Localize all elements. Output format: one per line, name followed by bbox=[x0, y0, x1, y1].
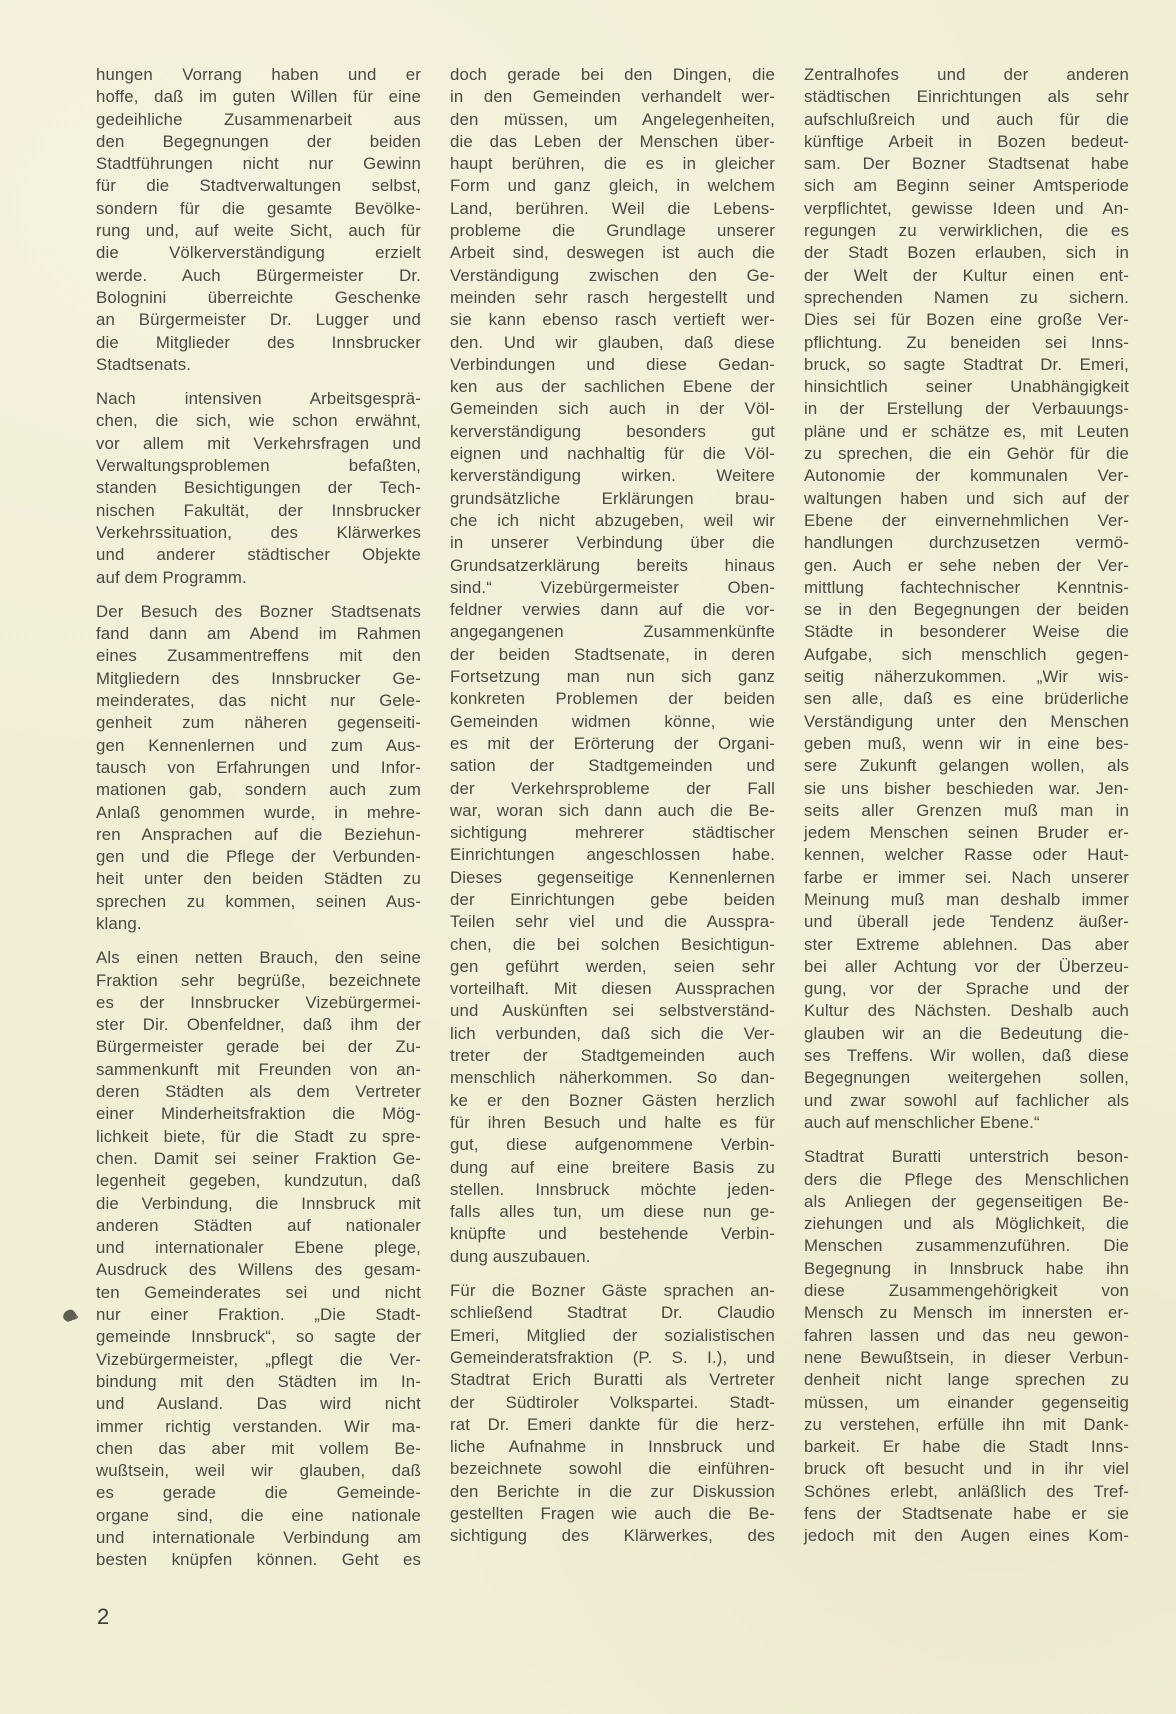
text-line: Fortsetzung man nun sich ganz bbox=[450, 667, 775, 687]
text-line: gestellten Fragen wie auch die Be- bbox=[450, 1504, 775, 1523]
text-line: Land, berühren. Weil die Lebens- bbox=[450, 198, 775, 218]
text-line: konkreten Problemen der beiden bbox=[450, 689, 775, 709]
text-line: als Anliegen der gegenseitigen Be- bbox=[804, 1191, 1129, 1211]
text-line: knüpfte und bestehende Verbin- bbox=[450, 1224, 775, 1244]
text-line: legenheit gegeben, kundzutun, daß bbox=[96, 1171, 421, 1191]
text-line: Teilen sehr viel und die Ausspra- bbox=[450, 912, 775, 932]
text-line: Verständigung zwischen den Ge- bbox=[450, 265, 775, 285]
text-line: Mitgliedern des Innsbrucker Ge- bbox=[96, 668, 421, 688]
text-line: ten Gemeinderates sei und nicht bbox=[96, 1282, 421, 1302]
text-line: gut, diese aufgenommene Verbin- bbox=[450, 1135, 775, 1155]
text-line: Der Besuch des Bozner Stadtsenats bbox=[96, 601, 421, 621]
text-line: künftige Arbeit in Bozen bedeut- bbox=[804, 131, 1129, 151]
text-line: nene Bewußtsein, in dieser Verbun- bbox=[804, 1347, 1129, 1367]
text-line: Dies sei für Bozen eine große Ver- bbox=[804, 310, 1129, 330]
text-line: sichtigung des Klärwerkes, des bbox=[450, 1526, 775, 1546]
text-line: Städte in besonderer Weise die bbox=[804, 622, 1129, 642]
text-line: Vizebürgermeister, „pflegt die Ver- bbox=[96, 1349, 421, 1369]
paragraph bbox=[804, 64, 1129, 1134]
text-line: es gerade die Gemeinde- bbox=[96, 1483, 421, 1503]
text-line: diese Zusammengehörigkeit von bbox=[804, 1281, 1129, 1301]
text-line: Mensch zu Mensch im innersten er- bbox=[804, 1303, 1129, 1323]
text-line: sprechenden Namen zu sichern. bbox=[804, 287, 1129, 307]
paragraph bbox=[96, 64, 421, 376]
text-line: falls alles tun, um diese nun ge- bbox=[450, 1202, 775, 1222]
text-line: chen, die bei solchen Besichtigun- bbox=[450, 934, 775, 954]
text-line: vor allem mit Verkehrsfragen und bbox=[96, 433, 421, 453]
ink-smudge bbox=[62, 1308, 78, 1322]
text-line: Begegnung in Innsbruck habe ihn bbox=[804, 1258, 1129, 1278]
text-line: und internationale Verbindung am bbox=[96, 1528, 421, 1547]
text-line: auch auf menschlicher Ebene.“ bbox=[804, 1112, 1040, 1132]
text-line: für ihren Besuch und halte es für bbox=[450, 1112, 775, 1132]
text-line: hoffe, daß im guten Willen für eine bbox=[96, 87, 421, 107]
text-line: Autonomie der kommunalen Ver- bbox=[804, 466, 1129, 486]
text-line: stellen. Innsbruck möchte jeden- bbox=[450, 1179, 775, 1199]
text-line: Schönes erlebt, anläßlich des Tref- bbox=[804, 1481, 1129, 1501]
text-line: chen, die sich, wie schon erwähnt, bbox=[96, 411, 421, 431]
text-line: nur einer Fraktion. „Die Stadt- bbox=[96, 1305, 421, 1325]
text-line: auf dem Programm. bbox=[96, 567, 247, 587]
text-line: liche Aufnahme in Innsbruck und bbox=[450, 1437, 775, 1457]
text-line: ke er den Bozner Gästen herzlich bbox=[450, 1090, 775, 1110]
text-line: und internationaler Ebene plege, bbox=[96, 1238, 421, 1258]
text-line: ren Ansprachen auf die Beziehun- bbox=[96, 824, 421, 844]
text-line: der Stadt Bozen erlauben, sich in bbox=[804, 243, 1129, 263]
text-line: bindung mit den Städten im In- bbox=[96, 1371, 421, 1391]
text-line: Form und ganz gleich, in welchem bbox=[450, 176, 775, 196]
text-line: der beiden Stadtsenate, in deren bbox=[450, 644, 775, 664]
paragraph bbox=[96, 388, 421, 589]
text-line: menschlich näherkommen. So dan- bbox=[450, 1068, 775, 1088]
text-line: seits aller Grenzen muß man in bbox=[804, 800, 1129, 820]
text-line: Stadtrat Buratti unterstrich beson- bbox=[804, 1147, 1129, 1167]
text-line: che ich nicht abzugeben, weil wir bbox=[450, 510, 775, 530]
text-line: Fraktion sehr begrüße, bezeichnete bbox=[96, 970, 421, 990]
text-line: Arbeit sind, deswegen ist auch die bbox=[450, 243, 775, 263]
text-line: fens der Stadtsenate habe er sie bbox=[804, 1504, 1129, 1523]
text-line: anderen Städten auf nationaler bbox=[96, 1215, 421, 1235]
text-line: se in den Begegnungen der beiden bbox=[804, 600, 1129, 620]
text-line: bruck oft besucht und in ihr viel bbox=[804, 1459, 1129, 1479]
text-line: pflichtung. Zu beneiden sei Inns- bbox=[804, 332, 1129, 352]
text-line: doch gerade bei den Dingen, die bbox=[450, 65, 775, 84]
text-line: kerverständigung besonders gut bbox=[450, 421, 775, 441]
text-line: jedoch mit den Augen eines Kom- bbox=[804, 1526, 1129, 1546]
text-line: organe sind, die eine nationale bbox=[96, 1505, 421, 1525]
text-line: gen geführt werden, seien sehr bbox=[450, 956, 775, 976]
text-line: hungen Vorrang haben und er bbox=[96, 65, 421, 84]
text-line: geben muß, wenn wir in eine bes- bbox=[804, 733, 1129, 753]
text-line: meinden sehr rasch hergestellt und bbox=[450, 287, 775, 307]
text-line: der Verkehrsprobleme der Fall bbox=[450, 778, 775, 798]
text-line: standen Besichtigungen der Tech- bbox=[96, 478, 421, 498]
text-line: Verbindungen und diese Gedan- bbox=[450, 354, 775, 374]
text-line: der Welt der Kultur einen ent- bbox=[804, 265, 1129, 285]
text-line: sam. Der Bozner Stadtsenat habe bbox=[804, 154, 1129, 174]
text-line: und zwar sowohl auf fachlicher als bbox=[804, 1090, 1129, 1110]
text-line: die Mitglieder des Innsbrucker bbox=[96, 332, 421, 352]
text-line: Verwaltungsproblemen befaßten, bbox=[96, 456, 421, 476]
text-line: gen. Auch er sehe neben der Ver- bbox=[804, 555, 1129, 575]
text-line: sondern für die gesamte Bevölke- bbox=[96, 198, 421, 218]
text-line: gen und die Pflege der Verbunden- bbox=[96, 847, 421, 867]
text-line: Anlaß genommen wurde, in mehre- bbox=[96, 802, 421, 822]
text-line: mittlung fachtechnischer Kenntnis- bbox=[804, 577, 1129, 597]
text-line: Stadtrat Erich Buratti als Vertreter bbox=[450, 1370, 775, 1390]
text-line: zu verstehen, erfülle ihn mit Dank- bbox=[804, 1414, 1129, 1434]
text-line: hinsichtlich seiner Unabhängigkeit bbox=[804, 377, 1129, 397]
text-line: denheit nicht lange sprechen zu bbox=[804, 1370, 1129, 1390]
text-line: Kultur des Nächsten. Deshalb auch bbox=[804, 1001, 1129, 1021]
paragraph bbox=[96, 601, 421, 935]
text-line: in unserer Verbindung über die bbox=[450, 533, 775, 553]
text-line: die das Leben der Menschen über- bbox=[450, 131, 775, 151]
text-line: Menschen zusammenzuführen. Die bbox=[804, 1236, 1129, 1256]
text-column-3 bbox=[804, 64, 1129, 1548]
text-line: wußtsein, weil wir glauben, daß bbox=[96, 1461, 421, 1481]
text-line: der Einrichtungen gebe beiden bbox=[450, 889, 775, 909]
text-line: und Auskünften sei selbstverständ- bbox=[450, 1001, 775, 1021]
text-line: Ebene der einvernehmlichen Ver- bbox=[804, 510, 1129, 530]
text-line: die Völkerverständigung erzielt bbox=[96, 243, 421, 263]
text-line: ken aus der sachlichen Ebene der bbox=[450, 377, 775, 397]
text-line: Bürgermeister gerade bei der Zu- bbox=[96, 1037, 421, 1057]
text-line: lichkeit biete, für die Stadt zu spre- bbox=[96, 1126, 421, 1146]
text-line: chen. Damit sei seiner Fraktion Ge- bbox=[96, 1148, 421, 1168]
text-line: Grundsatzerklärung bereits hinaus bbox=[450, 555, 775, 575]
text-line: pläne und er schätze es, mit Leuten bbox=[804, 421, 1129, 441]
text-line: Stadtsenats. bbox=[96, 354, 192, 374]
text-line: eines Zusammentreffens mit den bbox=[96, 646, 421, 666]
text-line: feldner verwies dann auf die vor- bbox=[450, 600, 775, 620]
text-line: heit unter den beiden Städten zu bbox=[96, 869, 421, 889]
article-text bbox=[96, 64, 1129, 1572]
text-line: Stadtführungen nicht nur Gewinn bbox=[96, 154, 421, 174]
text-column-1 bbox=[96, 64, 421, 1572]
text-line: werde. Auch Bürgermeister Dr. bbox=[96, 265, 421, 285]
text-line: barkeit. Er habe die Stadt Inns- bbox=[804, 1437, 1129, 1457]
text-line: rung und, auf weite Sicht, auch für bbox=[96, 221, 421, 241]
text-line: und Ausland. Das wird nicht bbox=[96, 1394, 421, 1414]
text-line: Begegnungen weitergehen sollen, bbox=[804, 1068, 1129, 1088]
text-line: sind.“ Vizebürgermeister Oben- bbox=[450, 577, 775, 597]
text-line: sie uns bisher beschieden war. Jen- bbox=[804, 778, 1129, 798]
text-line: dung auf eine breitere Basis zu bbox=[450, 1157, 775, 1177]
text-line: genheit zum näheren gegenseiti- bbox=[96, 713, 421, 733]
page-number: 2 bbox=[97, 1604, 110, 1629]
text-line: sie kann ebenso rasch vertieft wer- bbox=[450, 310, 775, 330]
text-line: angegangenen Zusammenkünfte bbox=[450, 622, 775, 642]
text-line: chen das aber mit vollem Be- bbox=[96, 1438, 421, 1458]
text-line: Ausdruck des Willens des gesam- bbox=[96, 1260, 421, 1280]
text-line: ster Extreme ablehnen. Das aber bbox=[804, 934, 1129, 954]
text-line: gemeinde Innsbruck“, so sagte der bbox=[96, 1327, 421, 1347]
paragraph bbox=[450, 1280, 775, 1548]
text-line: die Verbindung, die Innsbruck mit bbox=[96, 1193, 421, 1213]
text-line: und überall jede Tendenz äußer- bbox=[804, 912, 1129, 932]
text-line: Verkehrssituation, des Klärwerkes bbox=[96, 522, 421, 542]
text-line: handlungen durchzusetzen vermö- bbox=[804, 533, 1129, 553]
text-line: bezeichnete sowohl die einführen- bbox=[450, 1459, 775, 1479]
text-line: ziehungen und als Möglichkeit, die bbox=[804, 1214, 1129, 1234]
text-line: Als einen netten Brauch, den seine bbox=[96, 948, 421, 968]
text-line: Bolognini überreichte Geschenke bbox=[96, 287, 421, 307]
text-line: fahren lassen und das neu gewon- bbox=[804, 1325, 1129, 1345]
text-line: klang. bbox=[96, 913, 142, 933]
text-line: probleme die Grundlage unserer bbox=[450, 221, 775, 241]
text-line: und anderer städtischer Objekte bbox=[96, 545, 421, 565]
text-line: lich verbunden, daß sich die Ver- bbox=[450, 1023, 775, 1043]
text-line: treter der Stadtgemeinden auch bbox=[450, 1046, 775, 1066]
text-line: grundsätzliche Erklärungen brau- bbox=[450, 488, 775, 508]
text-line: gen Kennenlernen und zum Aus- bbox=[96, 735, 421, 755]
text-line: sen alle, daß es eine brüderliche bbox=[804, 689, 1129, 709]
text-line: sation der Stadtgemeinden und bbox=[450, 756, 775, 776]
text-line: Dieses gegenseitige Kennenlernen bbox=[450, 867, 775, 887]
text-line: in der Erstellung der Verbauungs- bbox=[804, 399, 1129, 419]
text-line: Zentralhofes und der anderen bbox=[804, 65, 1129, 84]
text-line: einer Minderheitsfraktion die Mög- bbox=[96, 1104, 421, 1124]
text-line: ses Treffens. Wir wollen, daß diese bbox=[804, 1046, 1129, 1066]
text-line: Aufgabe, sich menschlich gegen- bbox=[804, 644, 1129, 664]
text-line: kennen, welcher Rasse oder Haut- bbox=[804, 845, 1129, 865]
text-line: war, woran sich dann auch die Be- bbox=[450, 800, 775, 820]
text-line: zu sprechen, die ein Gehör für die bbox=[804, 444, 1129, 464]
text-line: gung, vor der Sprache und der bbox=[804, 979, 1129, 999]
text-line: Für die Bozner Gäste sprachen an- bbox=[450, 1281, 775, 1301]
text-line: sprechen zu kommen, seinen Aus- bbox=[96, 891, 421, 911]
text-line: jedem Menschen seinen Bruder er- bbox=[804, 823, 1129, 843]
text-line: Emeri, Mitglied der sozialistischen bbox=[450, 1325, 775, 1345]
text-line: bruck, so sagte Stadtrat Dr. Emeri, bbox=[804, 354, 1129, 374]
text-line: bei aller Achtung vor der Überzeu- bbox=[804, 956, 1129, 976]
text-line: nischen Fakultät, der Innsbrucker bbox=[96, 500, 421, 520]
text-line: den. Und wir glauben, daß diese bbox=[450, 332, 775, 352]
text-line: verpflichtet, gewisse Ideen und An- bbox=[804, 198, 1129, 218]
text-line: immer richtig verstanden. Wir ma- bbox=[96, 1416, 421, 1436]
text-line: Gemeinden sich auch in der Völ- bbox=[450, 399, 775, 419]
text-line: gedeihliche Zusammenarbeit aus bbox=[96, 109, 421, 129]
text-line: fand dann am Abend im Rahmen bbox=[96, 624, 421, 644]
text-line: rat Dr. Emeri dankte für die herz- bbox=[450, 1414, 775, 1434]
paragraph bbox=[804, 1146, 1129, 1547]
text-column-2 bbox=[450, 64, 775, 1548]
text-line: städtischen Einrichtungen als sehr bbox=[804, 87, 1129, 107]
text-line: Nach intensiven Arbeitsgesprä- bbox=[96, 389, 421, 409]
text-line: ster Dir. Obenfeldner, daß ihm der bbox=[96, 1015, 421, 1035]
text-line: dung auszubauen. bbox=[450, 1246, 591, 1266]
text-line: Meinung muß man deshalb immer bbox=[804, 889, 1129, 909]
text-line: regungen zu verwirklichen, die es bbox=[804, 221, 1129, 241]
text-line: schließend Stadtrat Dr. Claudio bbox=[450, 1303, 775, 1323]
text-line: sere Zukunft gelangen wollen, als bbox=[804, 756, 1129, 776]
text-line: ders die Pflege des Menschlichen bbox=[804, 1169, 1129, 1189]
text-line: glauben wir an die Bedeutung die- bbox=[804, 1023, 1129, 1043]
text-line: farbe er immer sei. Nach unserer bbox=[804, 867, 1129, 887]
text-line: haupt berühren, die es in gleicher bbox=[450, 154, 775, 174]
text-line: Einrichtungen angeschlossen habe. bbox=[450, 845, 775, 865]
text-line: an Bürgermeister Dr. Lugger und bbox=[96, 310, 421, 330]
text-line: den müssen, um Angelegenheiten, bbox=[450, 109, 775, 129]
text-line: eignen und nachhaltig für die Völ- bbox=[450, 444, 775, 464]
text-line: mationen gab, sondern auch zum bbox=[96, 780, 421, 800]
text-line: kerverständigung wirken. Weitere bbox=[450, 466, 775, 486]
text-line: sammenkunft mit Freunden von an- bbox=[96, 1059, 421, 1079]
paragraph bbox=[96, 947, 421, 1571]
text-line: seitig näherzukommen. „Wir wis- bbox=[804, 667, 1129, 687]
text-line: Verständigung unter den Menschen bbox=[804, 711, 1129, 731]
text-line: sich am Beginn seiner Amtsperiode bbox=[804, 176, 1129, 196]
text-line: deren Städten als dem Vertreter bbox=[96, 1082, 421, 1102]
text-line: in den Gemeinden verhandelt wer- bbox=[450, 87, 775, 107]
text-line: Gemeinderatsfraktion (P. S. I.), und bbox=[450, 1347, 775, 1367]
text-line: es der Innsbrucker Vizebürgermei- bbox=[96, 992, 421, 1012]
text-line: es mit der Erörterung der Organi- bbox=[450, 733, 775, 753]
text-line: vorteilhaft. Mit diesen Aussprachen bbox=[450, 979, 775, 999]
text-line: waltungen haben und sich auf der bbox=[804, 488, 1129, 508]
text-line: aufschlußreich und auch für die bbox=[804, 109, 1129, 129]
text-line: Gemeinden widmen könne, wie bbox=[450, 711, 775, 731]
text-line: den Berichte in die zur Diskussion bbox=[450, 1481, 775, 1501]
text-line: für die Stadtverwaltungen selbst, bbox=[96, 176, 421, 196]
paragraph bbox=[450, 64, 775, 1268]
text-line: den Begegnungen der beiden bbox=[96, 131, 421, 151]
text-line: der Südtiroler Volkspartei. Stadt- bbox=[450, 1392, 775, 1412]
text-line: sichtigung mehrerer städtischer bbox=[450, 823, 775, 843]
text-line: besten knüpfen können. Geht es bbox=[96, 1550, 421, 1570]
text-line: tausch von Erfahrungen und Infor- bbox=[96, 757, 421, 777]
text-line: meinderates, das nicht nur Gele- bbox=[96, 691, 421, 711]
text-line: müssen, um einander gegenseitig bbox=[804, 1392, 1129, 1412]
